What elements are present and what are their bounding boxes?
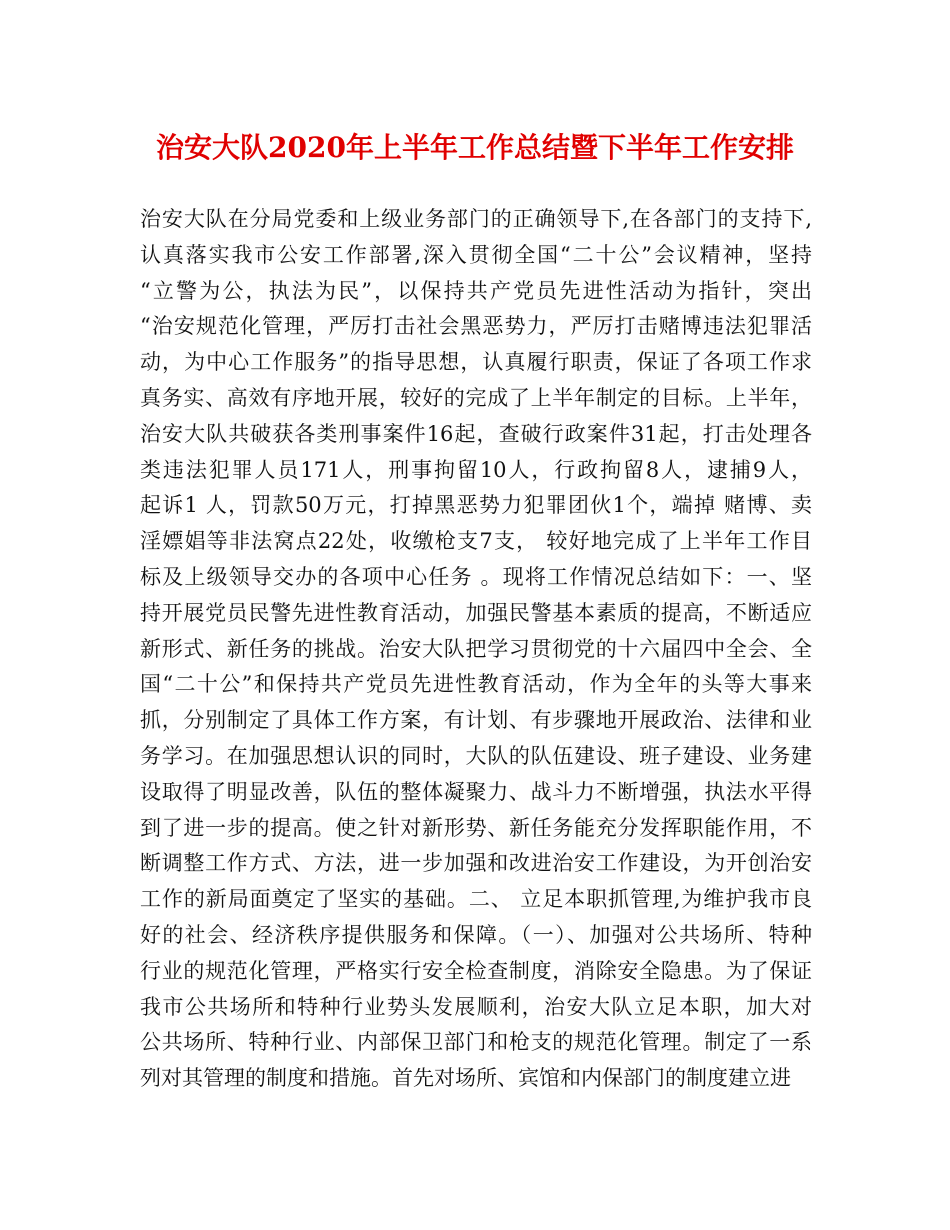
body-line: “治安规范化管理，严厉打击社会黑恶势力，严厉打击赌博违法犯罪活 [140,314,812,339]
body-line: 我市公共场所和特种行业势头发展顺利，治安大队立足本职，加大对 [140,994,812,1019]
body-line: 起诉1 人，罚款50万元，打掉黑恶势力犯罪团伙1个，端掉 赌博、卖 [140,493,812,518]
body-line: 新形式、新任务的挑战。治安大队把学习贯彻党的十六届四中全会、全 [140,636,812,661]
document-title: 治安大队2020年上半年工作总结暨下半年工作安排 [156,131,794,164]
body-line: 动，为中心工作服务”的指导思想，认真履行职责，保证了各项工作求 [140,350,812,375]
body-line: 淫嫖娼等非法窝点22处，收缴枪支7支， 较好地完成了上半年工作目 [140,529,812,554]
body-line: 断调整工作方式、方法，进一步加强和改进治安工作建设，为开创治安 [140,851,812,876]
body-line: 标及上级领导交办的各项中心任务 。现将工作情况总结如下：一、坚 [140,564,812,589]
body-line: “立警为公，执法为民”，以保持共产党员先进性活动为指针，突出 [140,278,812,303]
body-line: 公共场所、特种行业、内部保卫部门和枪支的规范化管理。制定了一系 [140,1030,812,1055]
body-line: 列对其管理的制度和措施。首先对场所、宾馆和内保部门的制度建立进 [140,1066,791,1091]
body-line: 治安大队共破获各类刑事案件16起，查破行政案件31起，打击处理各 [140,421,812,446]
body-line: 国“二十公”和保持共产党员先进性教育活动，作为全年的头等大事来 [140,672,812,697]
body-line: 务学习。在加强思想认识的同时，大队的队伍建设、班子建设、业务建 [140,743,812,768]
body-line: 真务实、高效有序地开展，较好的完成了上半年制定的目标。上半年， [140,385,812,410]
body-line: 抓，分别制定了具体工作方案，有计划、有步骤地开展政治、法律和业 [140,708,812,733]
body-line: 到了进一步的提高。使之针对新形势、新任务能充分发挥职能作用，不 [140,815,812,840]
body-line: 类违法犯罪人员171人，刑事拘留10人，行政拘留8人，逮捕9人， [140,457,812,482]
body-line: 认真落实我市公安工作部署,深入贯彻全国“二十公”会议精神，坚持 [140,242,812,267]
body-line: 设取得了明显改善，队伍的整体凝聚力、战斗力不断增强，执法水平得 [140,779,812,804]
body-line: 行业的规范化管理，严格实行安全检查制度，消除安全隐患。为了保证 [140,958,812,983]
body-line: 治安大队在分局党委和上级业务部门的正确领导下,在各部门的支持下, [140,207,812,231]
body-line: 持开展党员民警先进性教育活动，加强民警基本素质的提高，不断适应 [140,600,812,625]
document-body [140,202,812,1097]
body-line: 好的社会、经济秩序提供服务和保障。（一）、加强对公共场所、特种 [140,922,812,947]
body-line: 工作的新局面奠定了坚实的基础。二、 立足本职抓管理,为维护我市良 [140,887,812,912]
